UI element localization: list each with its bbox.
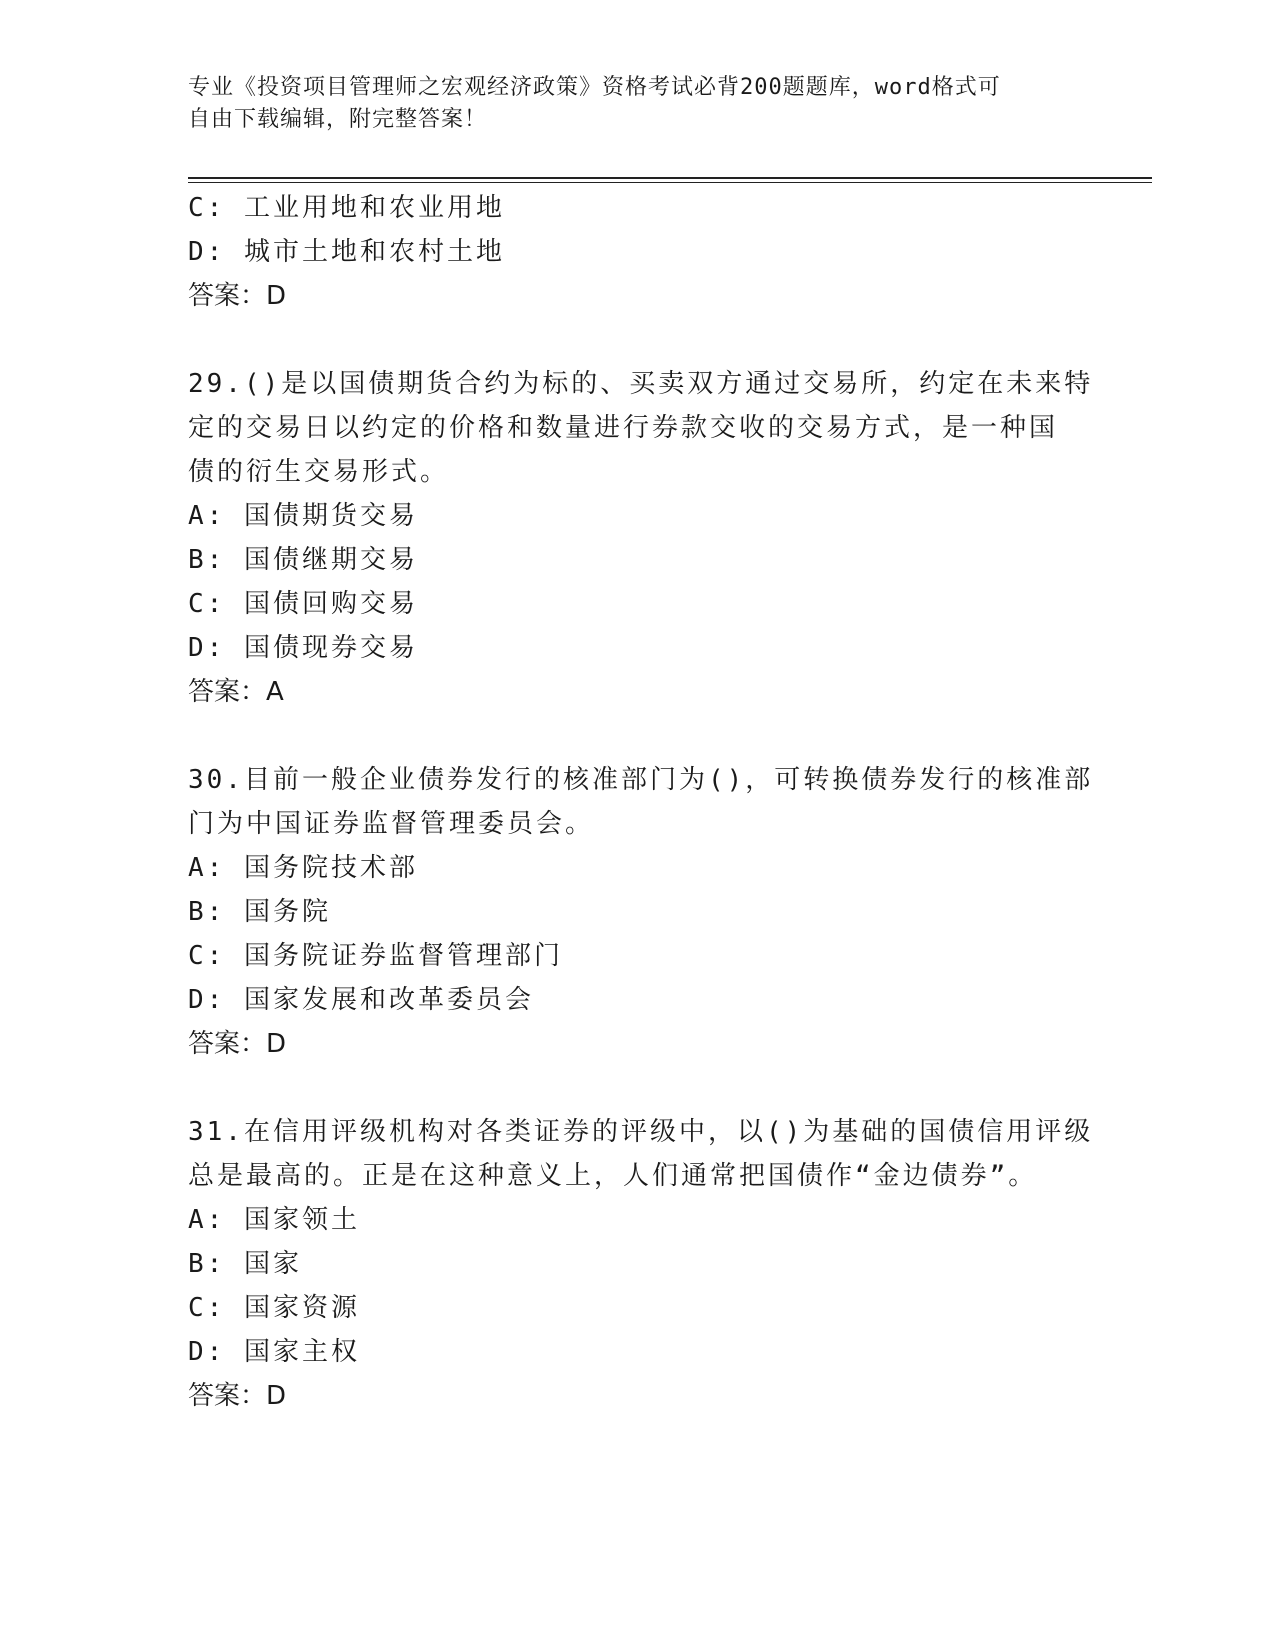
question-29-option-a: A: 国债期货交易 (188, 501, 418, 531)
header-divider-thick (188, 177, 1152, 179)
question-31-option-a: A: 国家领土 (188, 1205, 360, 1235)
question-31-line-1: 31.在信用评级机构对各类证券的评级中，以()为基础的国债信用评级 (188, 1117, 1094, 1147)
question-30-option-b: B: 国务院 (188, 897, 331, 927)
question-30-option-c: C: 国务院证券监督管理部门 (188, 941, 563, 971)
question-31-option-b: B: 国家 (188, 1249, 302, 1279)
question-29-answer: 答案：A (188, 677, 284, 707)
header-line-1: 专业《投资项目管理师之宏观经济政策》资格考试必背200题题库，word格式可 (188, 75, 1001, 100)
question-30-line-1: 30.目前一般企业债券发行的核准部门为()，可转换债券发行的核准部 (188, 765, 1094, 795)
question-30-line-2: 门为中国证券监督管理委员会。 (188, 809, 595, 839)
question-29-option-c: C: 国债回购交易 (188, 589, 418, 619)
question-31-line-2: 总是最高的。正是在这种意义上，人们通常把国债作“金边债券”。 (188, 1161, 1038, 1191)
question-30-option-a: A: 国务院技术部 (188, 853, 418, 883)
question-29-option-d: D: 国债现券交易 (188, 633, 418, 663)
question-31-answer: 答案：D (188, 1381, 287, 1411)
header-divider-thin (188, 182, 1152, 183)
prev-option-d: D: 城市土地和农村土地 (188, 237, 505, 267)
question-30-option-d: D: 国家发展和改革委员会 (188, 985, 534, 1015)
header-line-2: 自由下载编辑，附完整答案！ (188, 107, 488, 132)
document-header (188, 72, 1068, 136)
question-29-line-2: 定的交易日以约定的价格和数量进行券款交收的交易方式，是一种国 (188, 413, 1059, 443)
question-29-line-1: 29.()是以国债期货合约为标的、买卖双方通过交易所，约定在未来特 (188, 369, 1094, 399)
question-31-option-c: C: 国家资源 (188, 1293, 360, 1323)
question-29-line-3: 债的衍生交易形式。 (188, 457, 450, 487)
question-29-option-b: B: 国债继期交易 (188, 545, 418, 575)
question-30-answer: 答案：D (188, 1029, 287, 1059)
prev-option-c: C: 工业用地和农业用地 (188, 193, 505, 223)
question-31-option-d: D: 国家主权 (188, 1337, 360, 1367)
prev-answer: 答案：D (188, 281, 287, 311)
